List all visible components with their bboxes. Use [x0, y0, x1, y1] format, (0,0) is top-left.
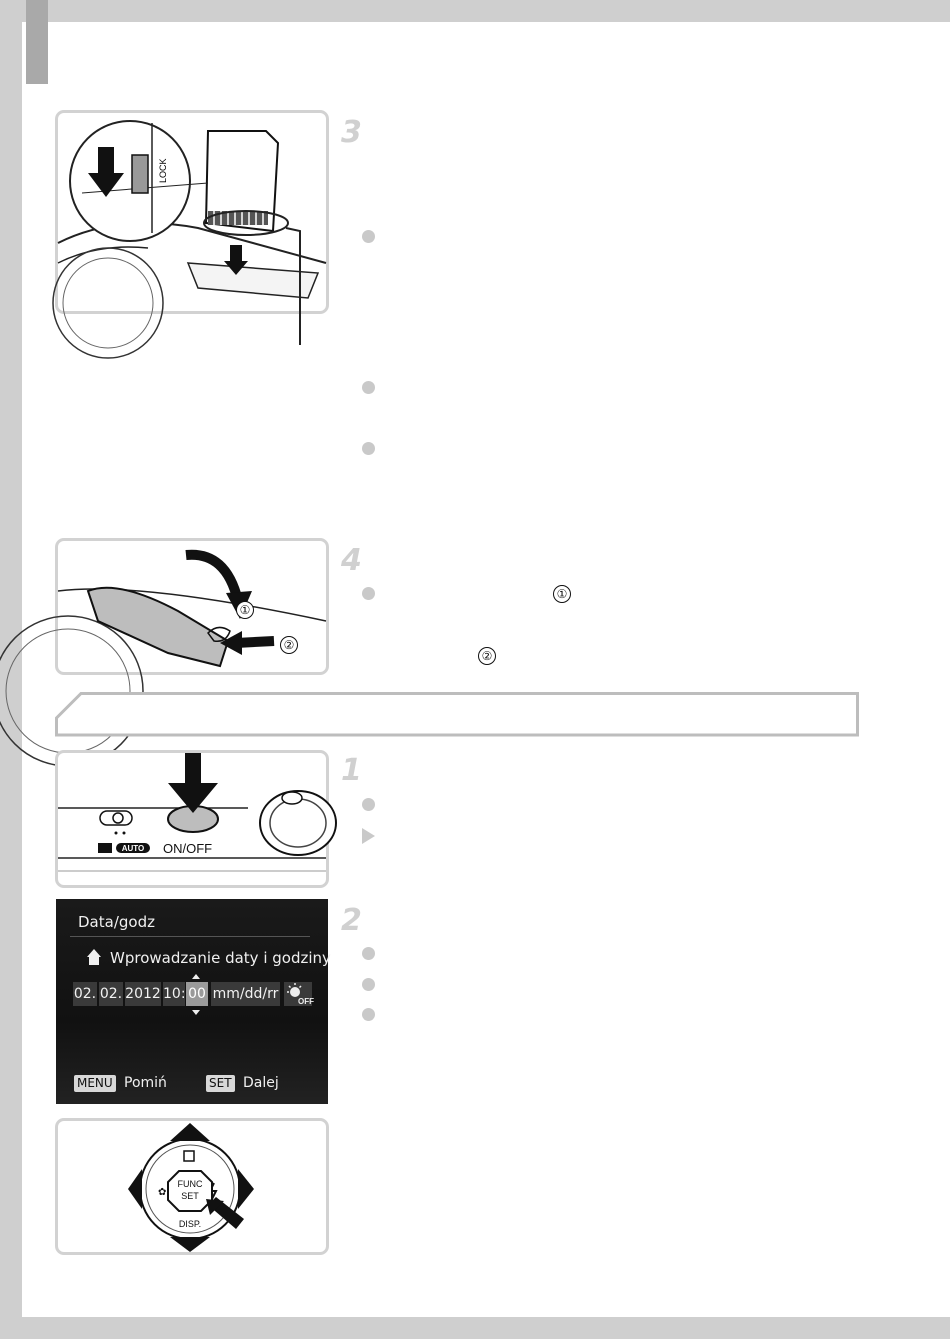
year-field[interactable]: 2012: [125, 982, 161, 1006]
screen-divider: [70, 936, 310, 937]
minute-field[interactable]: 00: [186, 982, 208, 1006]
step-number: 1: [341, 753, 362, 788]
down-arrow-icon: [192, 1010, 200, 1015]
hour-field[interactable]: 10:: [163, 982, 185, 1006]
power-button-illustration: [55, 750, 329, 888]
func-label: FUNC: [177, 1179, 203, 1189]
control-dial-illustration: [55, 1118, 329, 1255]
lock-label: LOCK: [158, 158, 168, 183]
card-insert-illustration: [55, 110, 329, 314]
date-format-field[interactable]: mm/dd/rr: [211, 982, 280, 1006]
step-bullet: [362, 587, 375, 600]
date-time-screen: [56, 899, 331, 1104]
screen-title: Data/godz: [78, 913, 155, 931]
result-arrow: [362, 828, 375, 844]
step-bullet: [362, 230, 375, 243]
step-number: 4: [341, 543, 362, 578]
step-bullet: [362, 381, 375, 394]
step-bullet: [362, 1008, 375, 1021]
marker-2: ②: [280, 636, 298, 654]
next-label: Dalej: [243, 1075, 279, 1091]
page-bottom-bar: [0, 1317, 950, 1339]
month-field[interactable]: 02.: [73, 982, 97, 1006]
cover-close-illustration: [55, 538, 329, 675]
step-bullet: [362, 798, 375, 811]
menu-button-icon: MENU: [74, 1075, 116, 1092]
section-heading-box: [55, 692, 859, 736]
step-bullet: [362, 978, 375, 991]
page-top-bar: [0, 0, 950, 22]
skip-label: Pomiń: [124, 1075, 167, 1091]
marker-2: ②: [478, 647, 496, 665]
dst-off-label: OFF: [298, 997, 314, 1006]
marker-1: ①: [236, 601, 254, 619]
home-icon: [86, 948, 102, 966]
daylight-saving-icon[interactable]: [284, 982, 312, 1006]
chapter-tab: [26, 0, 48, 84]
step-number: 3: [341, 115, 362, 150]
set-label: SET: [181, 1191, 199, 1201]
step-bullet: [362, 442, 375, 455]
marker-1: ①: [553, 585, 571, 603]
page-left-bar: [0, 0, 22, 1339]
day-field[interactable]: 02.: [99, 982, 123, 1006]
up-arrow-icon: [192, 974, 200, 979]
disp-label: DISP.: [178, 1219, 202, 1229]
auto-mode-label: AUTO: [121, 844, 145, 853]
screen-subtitle: Wprowadzanie daty i godziny: [110, 949, 331, 967]
set-button-icon: SET: [206, 1075, 235, 1092]
step-bullet: [362, 947, 375, 960]
step-number: 2: [341, 903, 362, 938]
on-off-label: ON/OFF: [163, 841, 213, 856]
svg-text:✿: ✿: [158, 1187, 167, 1198]
